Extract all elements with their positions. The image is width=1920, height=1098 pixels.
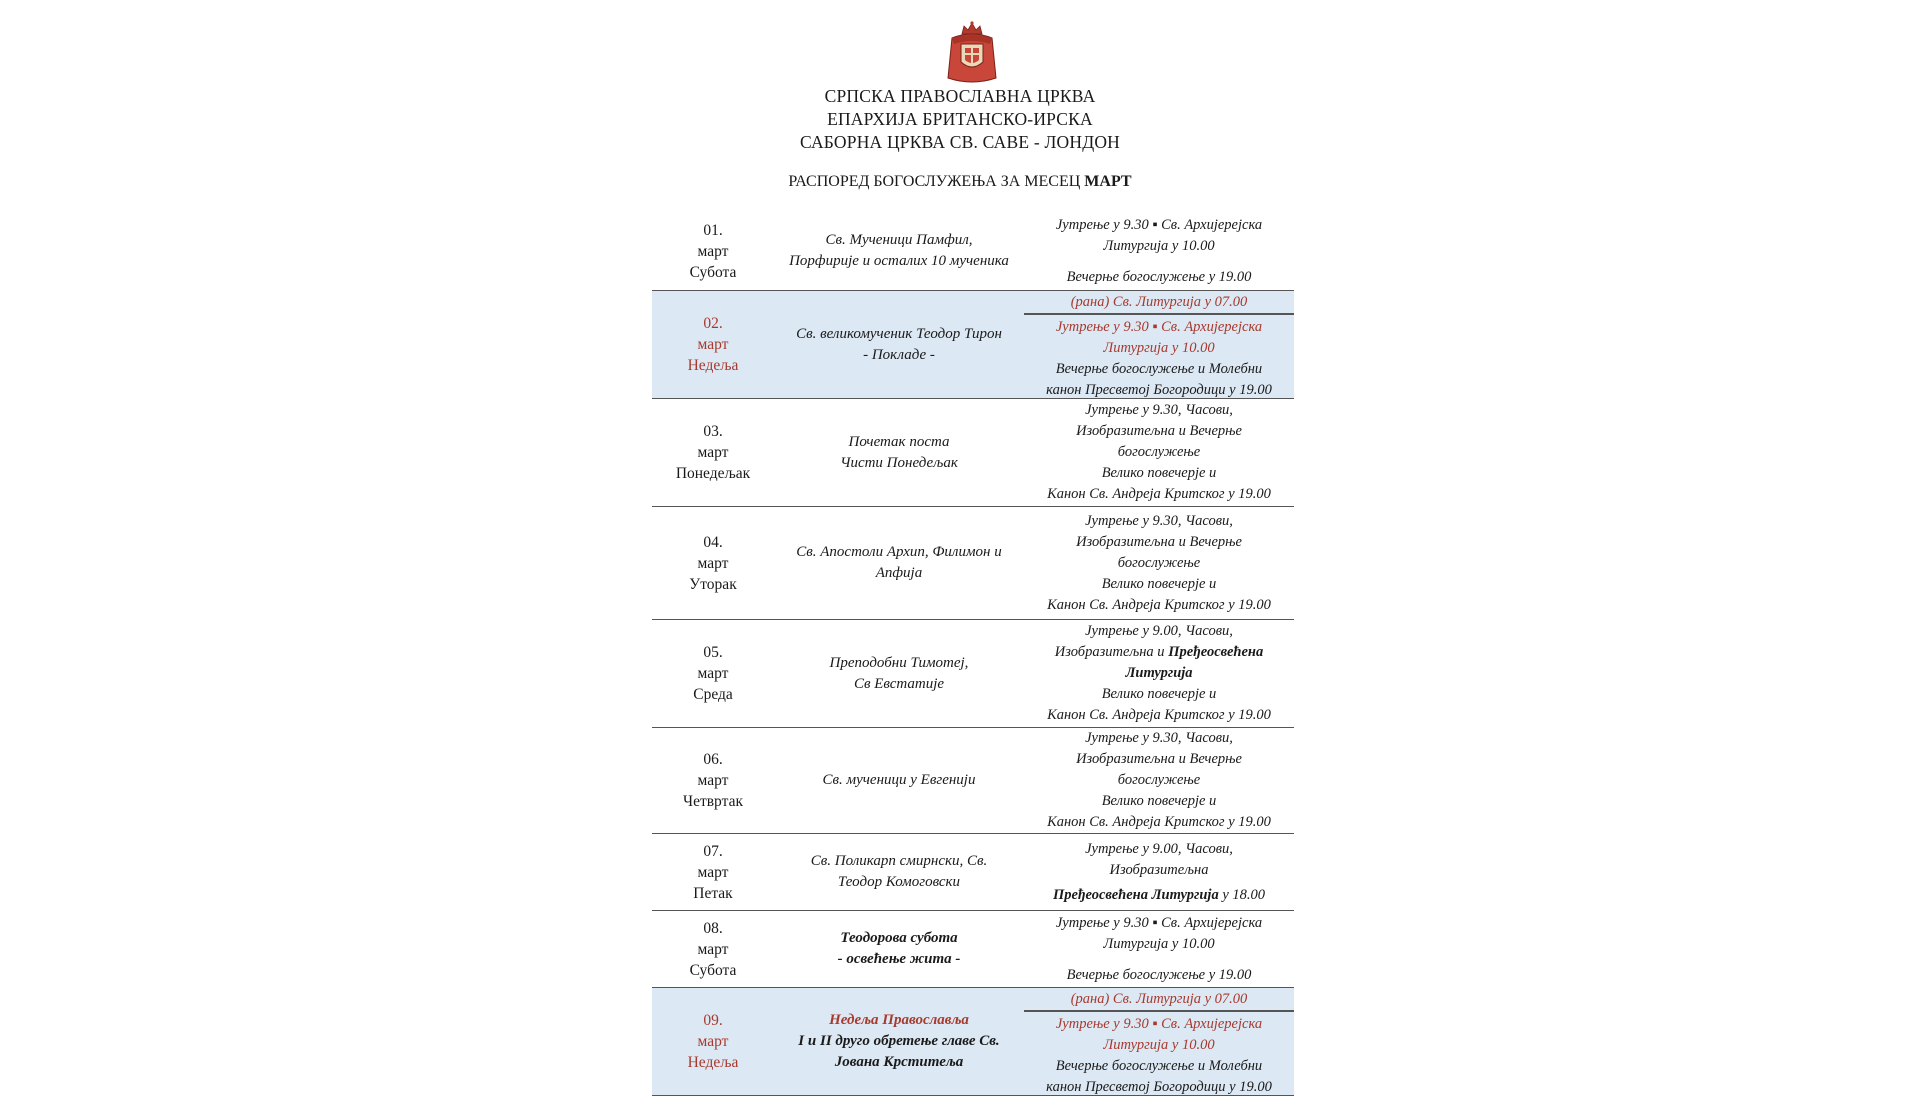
day-number: 05. <box>703 644 723 661</box>
weekday: Среда <box>693 686 733 703</box>
schedule-row-07 <box>652 834 1294 911</box>
date-cell <box>652 507 774 619</box>
early-liturgy: (рана) Св. Литургија у 07.00 <box>1024 291 1294 315</box>
schedule-row-08 <box>652 911 1294 988</box>
service-line: Велико повечерје и <box>1101 465 1217 481</box>
service-line: канон Пресветој Богородици у 19.00 <box>1046 1079 1272 1095</box>
feast-line: Св. Мученици Памфил, <box>825 232 973 248</box>
services-cell <box>1024 315 1294 398</box>
day-number: 07. <box>703 842 723 860</box>
feast-line: Св. Поликарп смирнски, Св. <box>810 853 988 869</box>
month-name: март <box>697 554 729 572</box>
services-cell <box>1024 911 1294 987</box>
date-cell <box>652 291 774 398</box>
day-number: 09. <box>703 1012 723 1029</box>
schedule-row-03 <box>652 399 1294 507</box>
feast-cell <box>774 834 1024 910</box>
service-line: Канон Св. Андреја Критског у 19.00 <box>1047 486 1271 502</box>
feast-cell <box>774 988 1024 1095</box>
service-line: Јутрење у 9.30 ▪ Св. Архијерејска <box>1055 216 1263 233</box>
feast-line: Почетак поста <box>848 433 950 450</box>
schedule-row-01 <box>652 212 1294 291</box>
day-number: 06. <box>703 751 723 768</box>
service-line: Вечерње богослужење и Молебни <box>1055 361 1263 377</box>
service-line: Вечерње богослужење у 19.00 <box>1066 966 1252 983</box>
service-time: у 18.00 <box>1222 886 1266 903</box>
service-line: Изобразитељна и Вечерње <box>1076 751 1242 767</box>
feast-cell <box>774 291 1024 398</box>
month-name: март <box>697 940 729 958</box>
date-cell <box>652 728 774 833</box>
service-line: Јутрење у 9.30 ▪ Св. Архијерејска <box>1055 914 1263 931</box>
weekday: Недеља <box>687 1054 739 1071</box>
feast-line: - Покладе - <box>863 346 935 363</box>
services-cell <box>1024 728 1294 833</box>
month-name: март <box>697 444 729 461</box>
date-cell <box>652 620 774 727</box>
date-cell <box>652 399 774 506</box>
service-line: Литургија у 10.00 <box>1103 237 1215 254</box>
schedule-row-06 <box>652 728 1294 834</box>
schedule-title <box>0 173 1920 191</box>
service-line: Јутрење у 9.00, Часови, <box>1085 840 1233 857</box>
service-line: Литургија у 10.00 <box>1103 935 1215 952</box>
schedule-row-04 <box>652 507 1294 620</box>
service-line: Јутрење у 9.30, Часови, <box>1085 512 1233 529</box>
service-line: Изобразитељна и Вечерње <box>1076 423 1242 439</box>
feast-line: - освећење жита - <box>837 951 961 967</box>
day-number: 02. <box>703 315 723 332</box>
service-line: Вечерње богослужење и Молебни <box>1055 1058 1263 1074</box>
service-line-part: Изобразитељна и <box>1054 644 1165 660</box>
presanctified-liturgy: Пређеосвећена <box>1168 644 1264 660</box>
feast-line: Недеља Православља <box>829 1012 969 1028</box>
early-liturgy: (рана) Св. Литургија у 07.00 <box>1024 988 1294 1012</box>
service-line: Јутрење у 9.30 ▪ Св. Архијерејска <box>1055 1016 1263 1032</box>
feast-line: Чисти Понедељак <box>840 454 958 471</box>
service-line: Велико повечерје и <box>1101 686 1217 702</box>
service-line <box>1055 642 1263 663</box>
weekday: Понедељак <box>675 465 751 482</box>
feast-cell <box>774 620 1024 727</box>
service-line: Канон Св. Андреја Критског у 19.00 <box>1047 814 1271 830</box>
weekday: Уторак <box>689 575 737 593</box>
feast-cell <box>774 399 1024 506</box>
feast-line: Апфија <box>875 565 923 581</box>
service-line: Јутрење у 9.30, Часови, <box>1085 402 1233 418</box>
service-line: канон Пресветој Богородици у 19.00 <box>1046 382 1272 398</box>
service-line: Јутрење у 9.00, Часови, <box>1085 623 1233 639</box>
schedule-row-02 <box>652 291 1294 399</box>
day-number: 04. <box>703 533 723 551</box>
service-line: Велико повечерје и <box>1101 793 1217 809</box>
feast-line: Јована Крститеља <box>834 1054 964 1070</box>
month-name: март <box>697 863 729 881</box>
service-line: богослужење <box>1117 444 1201 460</box>
service-line: Канон Св. Андреја Критског у 19.00 <box>1047 596 1271 613</box>
day-number: 03. <box>703 423 723 440</box>
feast-line: Св Евстатије <box>853 675 945 692</box>
weekday: Субота <box>689 263 737 281</box>
schedule-title-prefix: РАСПОРЕД БОГОСЛУЖЕЊА ЗА МЕСЕЦ <box>788 173 1081 190</box>
services-cell <box>1024 834 1294 910</box>
month-name: март <box>697 1033 729 1050</box>
date-cell <box>652 911 774 987</box>
service-line: Литургија у 10.00 <box>1103 1037 1215 1053</box>
service-line: Изобразитељна <box>1109 861 1209 878</box>
service-line <box>1053 885 1265 906</box>
feast-line: Преподобни Тимотеј, <box>829 654 969 671</box>
feast-line: Св. мученици у Евгенији <box>822 772 976 788</box>
feast-cell <box>774 212 1024 290</box>
service-line: богослужење <box>1117 554 1201 571</box>
service-line: Канон Св. Андреја Критског у 19.00 <box>1047 707 1271 723</box>
weekday: Петак <box>693 884 733 902</box>
feast-line: Теодорова субота <box>840 930 958 946</box>
service-line: Вечерње богослужење у 19.00 <box>1066 268 1252 285</box>
presanctified-liturgy: Пређеосвећена Литургија <box>1052 886 1219 903</box>
services-cell <box>1024 1012 1294 1095</box>
date-cell <box>652 988 774 1095</box>
feast-line: Св. Апостоли Архип, Филимон и <box>796 544 1002 560</box>
services-cell <box>1024 620 1294 727</box>
day-number: 01. <box>703 221 723 239</box>
church-coat-of-arms-icon <box>944 20 1000 86</box>
feast-cell <box>774 911 1024 987</box>
feast-line: Теодор Комоговски <box>837 874 961 890</box>
month-name: март <box>697 336 729 353</box>
date-cell <box>652 834 774 910</box>
service-line: Литургија у 10.00 <box>1103 340 1215 356</box>
weekday: Недеља <box>687 357 739 374</box>
service-line: Јутрење у 9.30, Часови, <box>1085 730 1233 746</box>
services-cell <box>1024 507 1294 619</box>
services-cell <box>1024 399 1294 506</box>
header-cathedral-name: САБОРНА ЦРКВА СВ. САВЕ - ЛОНДОН <box>799 132 1121 152</box>
feast-line: I и II друго обретење главе Св. <box>798 1033 1000 1049</box>
service-line: Изобразитељна и Вечерње <box>1076 533 1242 550</box>
services-cell <box>1024 212 1294 290</box>
service-line: Велико повечерје и <box>1101 575 1217 592</box>
day-number: 08. <box>703 919 723 937</box>
feast-cell <box>774 728 1024 833</box>
service-line: богослужење <box>1117 772 1201 788</box>
feast-cell <box>774 507 1024 619</box>
service-line: Литургија <box>1125 665 1193 681</box>
month-name: март <box>697 772 729 789</box>
feast-line: Порфирије и осталих 10 мученика <box>789 253 1009 269</box>
schedule-title-month: МАРТ <box>1084 173 1132 190</box>
weekday: Субота <box>689 961 737 979</box>
schedule-row-05 <box>652 620 1294 728</box>
service-line: Јутрење у 9.30 ▪ Св. Архијерејска <box>1055 319 1263 335</box>
feast-line: Св. великомученик Теодор Тирон <box>796 325 1002 342</box>
header-church-name: СРПСКА ПРАВОСЛАВНА ЦРКВА <box>824 86 1096 106</box>
date-cell <box>652 212 774 290</box>
header-eparchy-name: ЕПАРХИЈА БРИТАНСКО-ИРСКА <box>827 109 1093 129</box>
service-schedule-table <box>652 212 1294 1096</box>
weekday: Четвртак <box>683 793 743 810</box>
month-name: март <box>697 665 729 682</box>
month-name: март <box>697 242 729 260</box>
